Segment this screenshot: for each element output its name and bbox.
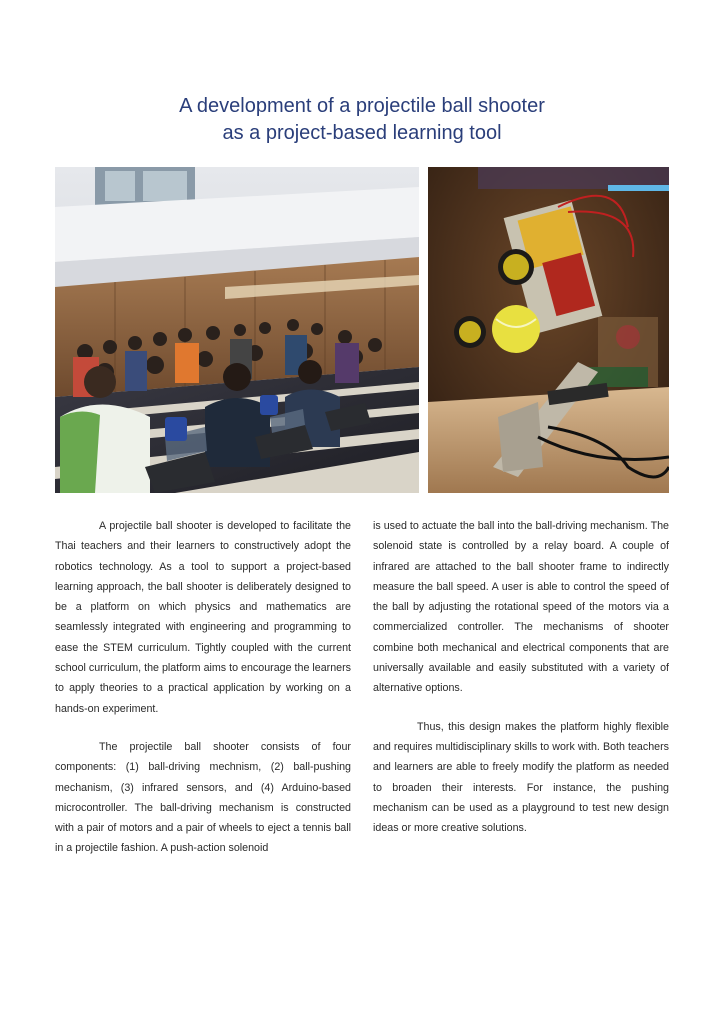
paragraph: A projectile ball shooter is developed to facilitate the Thai teachers and their learners to constructively adopt the robotics technology. As a tool to support a project-based learning approach, the ball shooter is deliberately designed to be a platform on which physics and mathematics are seamlessly integrated with engineering and programming to ease the STEM curriculum. Tightly coupled with the current school curriculum, the platform aims to encourage the learners to apply theories to a practical application by working on a hands-on experiment. xyxy=(55,520,351,715)
title-line-2: as a project-based learning tool xyxy=(222,122,502,144)
ball-shooter-robot-photo xyxy=(428,167,669,493)
title-line-1: A development of a projectile ball shooter xyxy=(179,95,545,117)
classroom-workshop-photo xyxy=(55,167,419,493)
paragraph: The projectile ball shooter consists of four components: (1) ball-driving mechnism, (2) ball-pushing mechanism, (3) infrared sensors, and (4) Arduino-based microcontroller. The ball-driving mechanism is constructed with a pair of motors and a pair of wheels to eject a tennis ball in a projectile fashion. A push-action solenoid xyxy=(55,740,351,855)
text-column-right xyxy=(373,516,669,838)
paragraph-continued: is used to actuate the ball into the ball-driving mechanism. The solenoid state is controlled by a relay board. A couple of infrared are attached to the ball shooter frame to indirectly measure the ball speed. A user is able to control the speed of the ball by adjusting the rotational speed of the motors via a commercialized controller. The mechanisms of shooter combine both mechanical and electrical components that are universally available and easily substituted with a variety of alternative options. xyxy=(373,520,669,695)
document-title xyxy=(0,93,724,147)
text-column-left xyxy=(55,516,351,859)
paragraph: Thus, this design makes the platform highly flexible and requires multidisciplinary skills to work with. Both teachers and learners are able to freely modify the platform as needed to broaden their interests. For instance, the pushing mechanism can be used as a playground to test new design ideas or more creative solutions. xyxy=(373,720,669,835)
